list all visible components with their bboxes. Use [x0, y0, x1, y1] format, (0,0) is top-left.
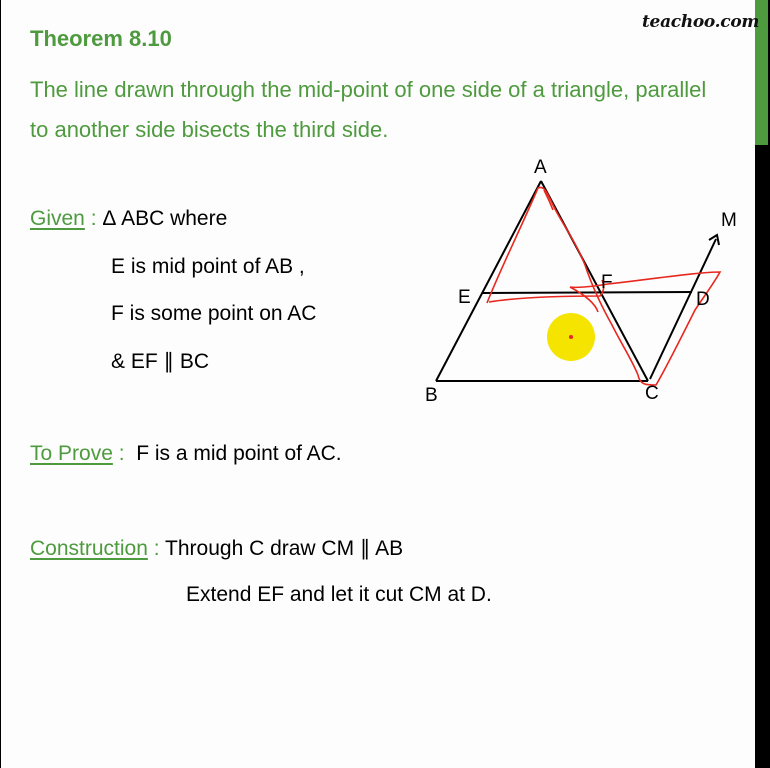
point-label-M: M — [721, 210, 737, 231]
point-label-A: A — [534, 157, 547, 178]
given-label: Given — [30, 207, 85, 230]
side-AB — [436, 181, 541, 381]
given-line: F is some point on AC — [111, 302, 317, 325]
line-ED — [482, 292, 692, 293]
construction-label: Construction — [30, 537, 148, 560]
theorem-statement: The line drawn through the mid-point of one side of a triangle, parallel to another side bisects the third side. — [30, 77, 707, 142]
to-prove-text: F is a mid point of AC. — [136, 442, 342, 465]
point-label-D: D — [696, 289, 710, 310]
theorem-title: Theorem 8.10 — [30, 26, 172, 51]
to-prove-label: To Prove — [30, 442, 113, 465]
annotation-stroke — [489, 280, 604, 302]
given-colon: : — [84, 207, 97, 230]
point-label-E: E — [458, 287, 471, 308]
point-label-B: B — [425, 385, 438, 406]
cursor-dot — [569, 335, 573, 339]
construction-line: Through C draw CM ∥ AB — [165, 537, 404, 560]
given-line: & EF ∥ BC — [111, 350, 210, 373]
point-label-C: C — [645, 383, 659, 404]
construction-line: Extend EF and let it cut CM at D. — [186, 583, 492, 606]
given-line: Δ ABC where — [102, 207, 228, 230]
given-line: E is mid point of AB , — [111, 255, 305, 278]
point-label-F: F — [601, 272, 613, 293]
brand-logo: teachoo.com — [642, 12, 760, 32]
to-prove-colon: : — [112, 442, 125, 465]
construction-colon: : — [147, 537, 160, 560]
